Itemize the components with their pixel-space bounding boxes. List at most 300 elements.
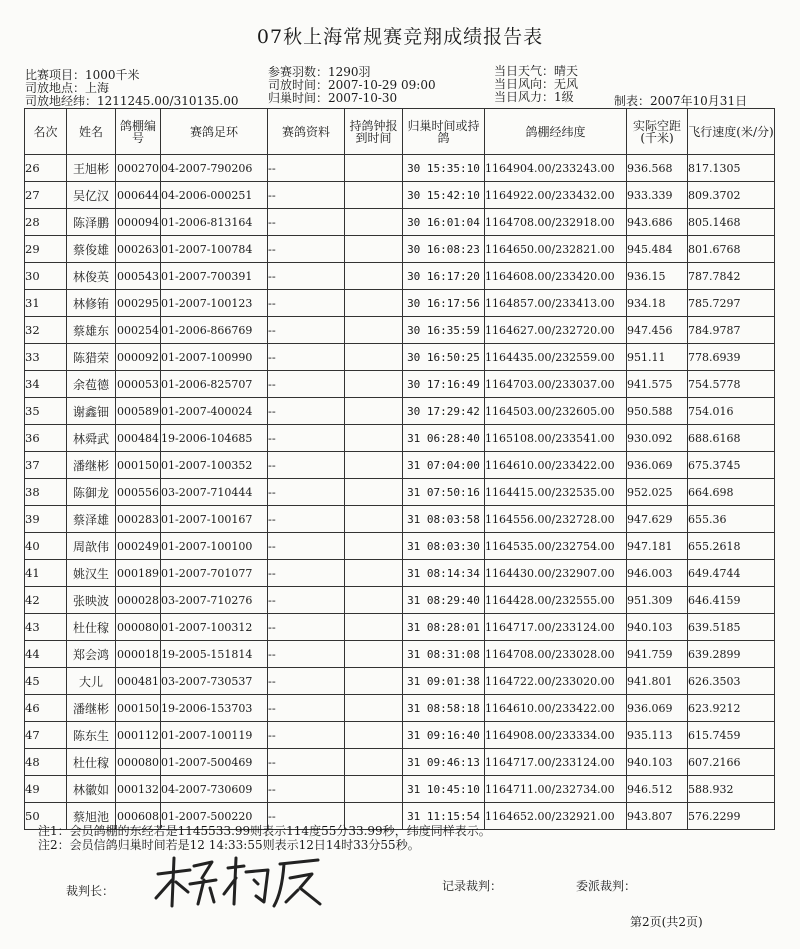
rank-cell: 44: [25, 641, 67, 668]
rank-cell: 47: [25, 722, 67, 749]
pigeon-info-cell: --: [268, 668, 345, 695]
clock-report-cell: [345, 776, 403, 803]
ring-number-cell: 04-2006-000251: [161, 182, 268, 209]
loft-id-cell: 000092: [116, 344, 161, 371]
homing-time: 归巢时间：2007-10-30: [268, 91, 398, 105]
loft-id-cell: 000018: [116, 641, 161, 668]
arrival-time-cell: 30 16:17:56: [403, 290, 485, 317]
speed-cell: 607.2166: [688, 749, 775, 776]
ring-number-cell: 19-2006-104685: [161, 425, 268, 452]
table-row: [25, 182, 775, 209]
wind-direction: 当日风向：无风: [494, 77, 579, 91]
rank-cell: 43: [25, 614, 67, 641]
arrival-time-cell: 31 08:28:01: [403, 614, 485, 641]
speed-cell: 778.6939: [688, 344, 775, 371]
loft-coords-cell: 1164650.00/232821.00: [485, 236, 627, 263]
name-cell: 谢鑫钿: [67, 398, 116, 425]
rank-cell: 50: [25, 803, 67, 830]
col-header-loft: 鸽棚编号: [116, 109, 161, 155]
ring-number-cell: 01-2006-866769: [161, 317, 268, 344]
distance-cell: 936.069: [627, 452, 688, 479]
clock-report-cell: [345, 695, 403, 722]
name-cell: 姚汉生: [67, 560, 116, 587]
ring-number-cell: 01-2006-813164: [161, 209, 268, 236]
rank-cell: 48: [25, 749, 67, 776]
clock-report-cell: [345, 479, 403, 506]
loft-coords-cell: 1164435.00/232559.00: [485, 344, 627, 371]
clock-report-cell: [345, 533, 403, 560]
rank-cell: 29: [25, 236, 67, 263]
rank-cell: 40: [25, 533, 67, 560]
event-distance: 比赛项目：1000千米: [25, 68, 140, 82]
loft-coords-cell: 1164722.00/233020.00: [485, 668, 627, 695]
distance-cell: 946.512: [627, 776, 688, 803]
ring-number-cell: 01-2007-100119: [161, 722, 268, 749]
loft-coords-cell: 1164717.00/233124.00: [485, 614, 627, 641]
clock-report-cell: [345, 452, 403, 479]
note-2: 注2：会员信鸽归巢时间若是12 14:33:55则表示12日14时33分55秒。: [38, 838, 420, 852]
rank-cell: 46: [25, 695, 67, 722]
pigeon-info-cell: --: [268, 371, 345, 398]
speed-cell: 664.698: [688, 479, 775, 506]
loft-coords-cell: 1164430.00/232907.00: [485, 560, 627, 587]
speed-cell: 655.2618: [688, 533, 775, 560]
clock-report-cell: [345, 290, 403, 317]
pigeon-info-cell: --: [268, 803, 345, 830]
loft-id-cell: 000254: [116, 317, 161, 344]
clock-report-cell: [345, 209, 403, 236]
speed-cell: 801.6768: [688, 236, 775, 263]
arrival-time-cell: 30 17:29:42: [403, 398, 485, 425]
arrival-time-cell: 31 08:31:08: [403, 641, 485, 668]
pigeon-info-cell: --: [268, 290, 345, 317]
col-header-rank: 名次: [25, 109, 67, 155]
clock-report-cell: [345, 560, 403, 587]
loft-coords-cell: 1164708.00/232918.00: [485, 209, 627, 236]
distance-cell: 941.759: [627, 641, 688, 668]
speed-cell: 639.2899: [688, 641, 775, 668]
pigeon-info-cell: --: [268, 209, 345, 236]
table-row: [25, 722, 775, 749]
speed-cell: 626.3503: [688, 668, 775, 695]
distance-cell: 936.069: [627, 695, 688, 722]
col-header-name: 姓名: [67, 109, 116, 155]
loft-coords-cell: 1164703.00/233037.00: [485, 371, 627, 398]
arrival-time-cell: 31 10:45:10: [403, 776, 485, 803]
name-cell: 蔡旭池: [67, 803, 116, 830]
loft-id-cell: 000283: [116, 506, 161, 533]
loft-coords-cell: 1164652.00/232921.00: [485, 803, 627, 830]
clock-report-cell: [345, 641, 403, 668]
pigeon-info-cell: --: [268, 479, 345, 506]
speed-cell: 639.5185: [688, 614, 775, 641]
arrival-time-cell: 30 15:42:10: [403, 182, 485, 209]
race-info-mid: [268, 66, 436, 105]
table-row: [25, 776, 775, 803]
col-header-coords: 鸽棚经纬度: [485, 109, 627, 155]
arrival-time-cell: 31 09:01:38: [403, 668, 485, 695]
ring-number-cell: 01-2007-701077: [161, 560, 268, 587]
table-row: [25, 371, 775, 398]
loft-id-cell: 000543: [116, 263, 161, 290]
ring-number-cell: 01-2007-100167: [161, 506, 268, 533]
loft-coords-cell: 1164535.00/232754.00: [485, 533, 627, 560]
ring-number-cell: 01-2007-500220: [161, 803, 268, 830]
arrival-time-cell: 31 08:03:30: [403, 533, 485, 560]
rank-cell: 33: [25, 344, 67, 371]
clock-report-cell: [345, 155, 403, 182]
prepared-date: 制表：2007年10月31日: [614, 94, 748, 108]
distance-cell: 933.339: [627, 182, 688, 209]
speed-cell: 809.3702: [688, 182, 775, 209]
speed-cell: 805.1468: [688, 209, 775, 236]
loft-id-cell: 000295: [116, 290, 161, 317]
distance-cell: 941.575: [627, 371, 688, 398]
rank-cell: 32: [25, 317, 67, 344]
arrival-time-cell: 31 07:04:00: [403, 452, 485, 479]
handwritten-signature: [150, 852, 330, 914]
distance-cell: 941.801: [627, 668, 688, 695]
distance-cell: 930.092: [627, 425, 688, 452]
loft-coords-cell: 1164428.00/232555.00: [485, 587, 627, 614]
name-cell: 蔡雄东: [67, 317, 116, 344]
speed-cell: 649.4744: [688, 560, 775, 587]
loft-coords-cell: 1164717.00/233124.00: [485, 749, 627, 776]
name-cell: 杜仕稼: [67, 749, 116, 776]
table-row: [25, 695, 775, 722]
table-row: [25, 344, 775, 371]
col-header-info: 赛鸽资料: [268, 109, 345, 155]
loft-id-cell: 000484: [116, 425, 161, 452]
distance-cell: 946.003: [627, 560, 688, 587]
clock-report-cell: [345, 344, 403, 371]
distance-cell: 943.807: [627, 803, 688, 830]
distance-cell: 936.15: [627, 263, 688, 290]
arrival-time-cell: 30 16:08:23: [403, 236, 485, 263]
loft-id-cell: 000150: [116, 452, 161, 479]
table-row: [25, 452, 775, 479]
distance-cell: 940.103: [627, 749, 688, 776]
clock-report-cell: [345, 182, 403, 209]
rank-cell: 39: [25, 506, 67, 533]
speed-cell: 615.7459: [688, 722, 775, 749]
ring-number-cell: 01-2007-100990: [161, 344, 268, 371]
pigeon-info-cell: --: [268, 614, 345, 641]
name-cell: 陈泽鹏: [67, 209, 116, 236]
ring-number-cell: 04-2007-790206: [161, 155, 268, 182]
results-table: [24, 108, 775, 830]
release-coords: 司放地经纬：1211245.00/310135.00: [25, 94, 239, 108]
name-cell: 林俊英: [67, 263, 116, 290]
col-header-clock: 持鸽钟报到时间: [345, 109, 403, 155]
arrival-time-cell: 31 09:16:40: [403, 722, 485, 749]
clock-report-cell: [345, 749, 403, 776]
distance-cell: 950.588: [627, 398, 688, 425]
arrival-time-cell: 30 16:35:59: [403, 317, 485, 344]
distance-cell: 943.686: [627, 209, 688, 236]
loft-coords-cell: 1164556.00/232728.00: [485, 506, 627, 533]
loft-coords-cell: 1164415.00/232535.00: [485, 479, 627, 506]
pigeon-info-cell: --: [268, 236, 345, 263]
chief-judge-label: 裁判长：: [66, 884, 115, 898]
pigeon-info-cell: --: [268, 749, 345, 776]
speed-cell: 754.5778: [688, 371, 775, 398]
speed-cell: 675.3745: [688, 452, 775, 479]
pigeon-info-cell: --: [268, 452, 345, 479]
clock-report-cell: [345, 236, 403, 263]
ring-number-cell: 04-2007-730609: [161, 776, 268, 803]
arrival-time-cell: 31 06:28:40: [403, 425, 485, 452]
col-header-distance: 实际空距(千米): [627, 109, 688, 155]
name-cell: 蔡俊雄: [67, 236, 116, 263]
pigeon-info-cell: --: [268, 398, 345, 425]
clock-report-cell: [345, 587, 403, 614]
pigeon-info-cell: --: [268, 560, 345, 587]
rank-cell: 28: [25, 209, 67, 236]
rank-cell: 34: [25, 371, 67, 398]
table-row: [25, 587, 775, 614]
loft-coords-cell: 1164610.00/233422.00: [485, 452, 627, 479]
col-header-time: 归巢时间或持鸽: [403, 109, 485, 155]
table-row: [25, 236, 775, 263]
distance-cell: 951.11: [627, 344, 688, 371]
ring-number-cell: 03-2007-730537: [161, 668, 268, 695]
rank-cell: 41: [25, 560, 67, 587]
distance-cell: 940.103: [627, 614, 688, 641]
loft-coords-cell: 1164922.00/233432.00: [485, 182, 627, 209]
loft-coords-cell: 1164857.00/233413.00: [485, 290, 627, 317]
clock-report-cell: [345, 506, 403, 533]
arrival-time-cell: 31 08:03:58: [403, 506, 485, 533]
loft-id-cell: 000132: [116, 776, 161, 803]
loft-id-cell: 000249: [116, 533, 161, 560]
ring-number-cell: 01-2007-500469: [161, 749, 268, 776]
rank-cell: 31: [25, 290, 67, 317]
loft-coords-cell: 1164904.00/233243.00: [485, 155, 627, 182]
table-row: [25, 614, 775, 641]
ring-number-cell: 01-2007-100123: [161, 290, 268, 317]
speed-cell: 754.016: [688, 398, 775, 425]
pigeon-info-cell: --: [268, 776, 345, 803]
speed-cell: 576.2299: [688, 803, 775, 830]
clock-report-cell: [345, 317, 403, 344]
arrival-time-cell: 31 08:29:40: [403, 587, 485, 614]
ring-number-cell: 01-2006-825707: [161, 371, 268, 398]
speed-cell: 817.1305: [688, 155, 775, 182]
recorder-judge-label: 记录裁判：: [442, 879, 503, 893]
loft-id-cell: 000589: [116, 398, 161, 425]
distance-cell: 935.113: [627, 722, 688, 749]
loft-id-cell: 000481: [116, 668, 161, 695]
distance-cell: 934.18: [627, 290, 688, 317]
name-cell: 陈东生: [67, 722, 116, 749]
loft-id-cell: 000150: [116, 695, 161, 722]
table-row: [25, 425, 775, 452]
ring-number-cell: 19-2005-151814: [161, 641, 268, 668]
loft-coords-cell: 1164711.00/232734.00: [485, 776, 627, 803]
name-cell: 吴亿汉: [67, 182, 116, 209]
loft-id-cell: 000094: [116, 209, 161, 236]
name-cell: 潘继彬: [67, 695, 116, 722]
notes: [38, 824, 491, 852]
pigeon-info-cell: --: [268, 155, 345, 182]
ring-number-cell: 01-2007-400024: [161, 398, 268, 425]
rank-cell: 36: [25, 425, 67, 452]
rank-cell: 42: [25, 587, 67, 614]
ring-number-cell: 01-2007-700391: [161, 263, 268, 290]
table-row: [25, 479, 775, 506]
wind-force: 当日风力：1级: [494, 90, 574, 104]
arrival-time-cell: 31 08:58:18: [403, 695, 485, 722]
report-title: 07秋上海常规赛竞翔成绩报告表: [256, 26, 544, 48]
speed-cell: 588.932: [688, 776, 775, 803]
table-row: [25, 290, 775, 317]
rank-cell: 30: [25, 263, 67, 290]
clock-report-cell: [345, 263, 403, 290]
name-cell: 林修铕: [67, 290, 116, 317]
loft-id-cell: 000080: [116, 749, 161, 776]
rank-cell: 49: [25, 776, 67, 803]
loft-coords-cell: 1164708.00/233028.00: [485, 641, 627, 668]
race-info-right: [494, 65, 578, 104]
ring-number-cell: 03-2007-710276: [161, 587, 268, 614]
loft-id-cell: 000263: [116, 236, 161, 263]
results-body: [25, 155, 775, 830]
table-row: [25, 668, 775, 695]
arrival-time-cell: 30 16:50:25: [403, 344, 485, 371]
name-cell: 潘继彬: [67, 452, 116, 479]
loft-id-cell: 000608: [116, 803, 161, 830]
table-header-row: [25, 109, 775, 155]
col-header-ring: 赛鸽足环: [161, 109, 268, 155]
name-cell: 林徽如: [67, 776, 116, 803]
name-cell: 张映波: [67, 587, 116, 614]
pigeon-info-cell: --: [268, 641, 345, 668]
ring-number-cell: 19-2006-153703: [161, 695, 268, 722]
clock-report-cell: [345, 668, 403, 695]
table-row: [25, 641, 775, 668]
clock-report-cell: [345, 722, 403, 749]
arrival-time-cell: 31 09:46:13: [403, 749, 485, 776]
table-row: [25, 317, 775, 344]
table-row: [25, 749, 775, 776]
loft-coords-cell: 1164503.00/232605.00: [485, 398, 627, 425]
page-number: 第2页(共2页): [630, 915, 703, 929]
speed-cell: 623.9212: [688, 695, 775, 722]
loft-id-cell: 000028: [116, 587, 161, 614]
table-row: [25, 263, 775, 290]
distance-cell: 951.309: [627, 587, 688, 614]
weather: 当日天气：晴天: [494, 64, 579, 78]
pigeon-info-cell: --: [268, 722, 345, 749]
pigeon-info-cell: --: [268, 344, 345, 371]
entries-count: 参赛羽数：1290羽: [268, 65, 371, 79]
name-cell: 大儿: [67, 668, 116, 695]
pigeon-info-cell: --: [268, 506, 345, 533]
name-cell: 陈猎荣: [67, 344, 116, 371]
rank-cell: 45: [25, 668, 67, 695]
table-row: [25, 398, 775, 425]
release-time: 司放时间：2007-10-29 09:00: [268, 78, 436, 92]
distance-cell: 945.484: [627, 236, 688, 263]
loft-coords-cell: 1164610.00/233422.00: [485, 695, 627, 722]
pigeon-info-cell: --: [268, 533, 345, 560]
speed-cell: 787.7842: [688, 263, 775, 290]
ring-number-cell: 01-2007-100100: [161, 533, 268, 560]
clock-report-cell: [345, 398, 403, 425]
name-cell: 王旭彬: [67, 155, 116, 182]
table-row: [25, 533, 775, 560]
ring-number-cell: 03-2007-710444: [161, 479, 268, 506]
rank-cell: 35: [25, 398, 67, 425]
name-cell: 陈御龙: [67, 479, 116, 506]
clock-report-cell: [345, 425, 403, 452]
loft-id-cell: 000189: [116, 560, 161, 587]
loft-coords-cell: 1164627.00/232720.00: [485, 317, 627, 344]
arrival-time-cell: 30 16:17:20: [403, 263, 485, 290]
loft-id-cell: 000112: [116, 722, 161, 749]
pigeon-info-cell: --: [268, 317, 345, 344]
arrival-time-cell: 31 07:50:16: [403, 479, 485, 506]
loft-id-cell: 000644: [116, 182, 161, 209]
rank-cell: 37: [25, 452, 67, 479]
col-header-speed: 飞行速度(米/分): [688, 109, 775, 155]
distance-cell: 936.568: [627, 155, 688, 182]
speed-cell: 784.9787: [688, 317, 775, 344]
name-cell: 周歆伟: [67, 533, 116, 560]
arrival-time-cell: 31 08:14:34: [403, 560, 485, 587]
rank-cell: 27: [25, 182, 67, 209]
loft-coords-cell: 1165108.00/233541.00: [485, 425, 627, 452]
distance-cell: 947.181: [627, 533, 688, 560]
race-info-left: [25, 69, 238, 108]
pigeon-info-cell: --: [268, 425, 345, 452]
name-cell: 林舜武: [67, 425, 116, 452]
release-site: 司放地点：上海: [25, 81, 110, 95]
arrival-time-cell: 31 11:15:54: [403, 803, 485, 830]
pigeon-info-cell: --: [268, 182, 345, 209]
name-cell: 郑会鸿: [67, 641, 116, 668]
speed-cell: 688.6168: [688, 425, 775, 452]
distance-cell: 947.629: [627, 506, 688, 533]
loft-coords-cell: 1164908.00/233334.00: [485, 722, 627, 749]
arrival-time-cell: 30 15:35:10: [403, 155, 485, 182]
arrival-time-cell: 30 16:01:04: [403, 209, 485, 236]
table-row: [25, 506, 775, 533]
name-cell: 余苞德: [67, 371, 116, 398]
ring-number-cell: 01-2007-100312: [161, 614, 268, 641]
distance-cell: 952.025: [627, 479, 688, 506]
rank-cell: 38: [25, 479, 67, 506]
loft-coords-cell: 1164608.00/233420.00: [485, 263, 627, 290]
loft-id-cell: 000270: [116, 155, 161, 182]
note-1: 注1：会员鸽棚的东经若是1145533.99则表示114度55分33.99秒，纬度同样表示。: [38, 824, 491, 838]
table-row: [25, 209, 775, 236]
clock-report-cell: [345, 371, 403, 398]
speed-cell: 655.36: [688, 506, 775, 533]
table-row: [25, 155, 775, 182]
pigeon-info-cell: --: [268, 695, 345, 722]
loft-id-cell: 000053: [116, 371, 161, 398]
loft-id-cell: 000080: [116, 614, 161, 641]
rank-cell: 26: [25, 155, 67, 182]
distance-cell: 947.456: [627, 317, 688, 344]
name-cell: 杜仕稼: [67, 614, 116, 641]
clock-report-cell: [345, 614, 403, 641]
speed-cell: 785.7297: [688, 290, 775, 317]
ring-number-cell: 01-2007-100784: [161, 236, 268, 263]
assigned-judge-label: 委派裁判：: [576, 879, 637, 893]
